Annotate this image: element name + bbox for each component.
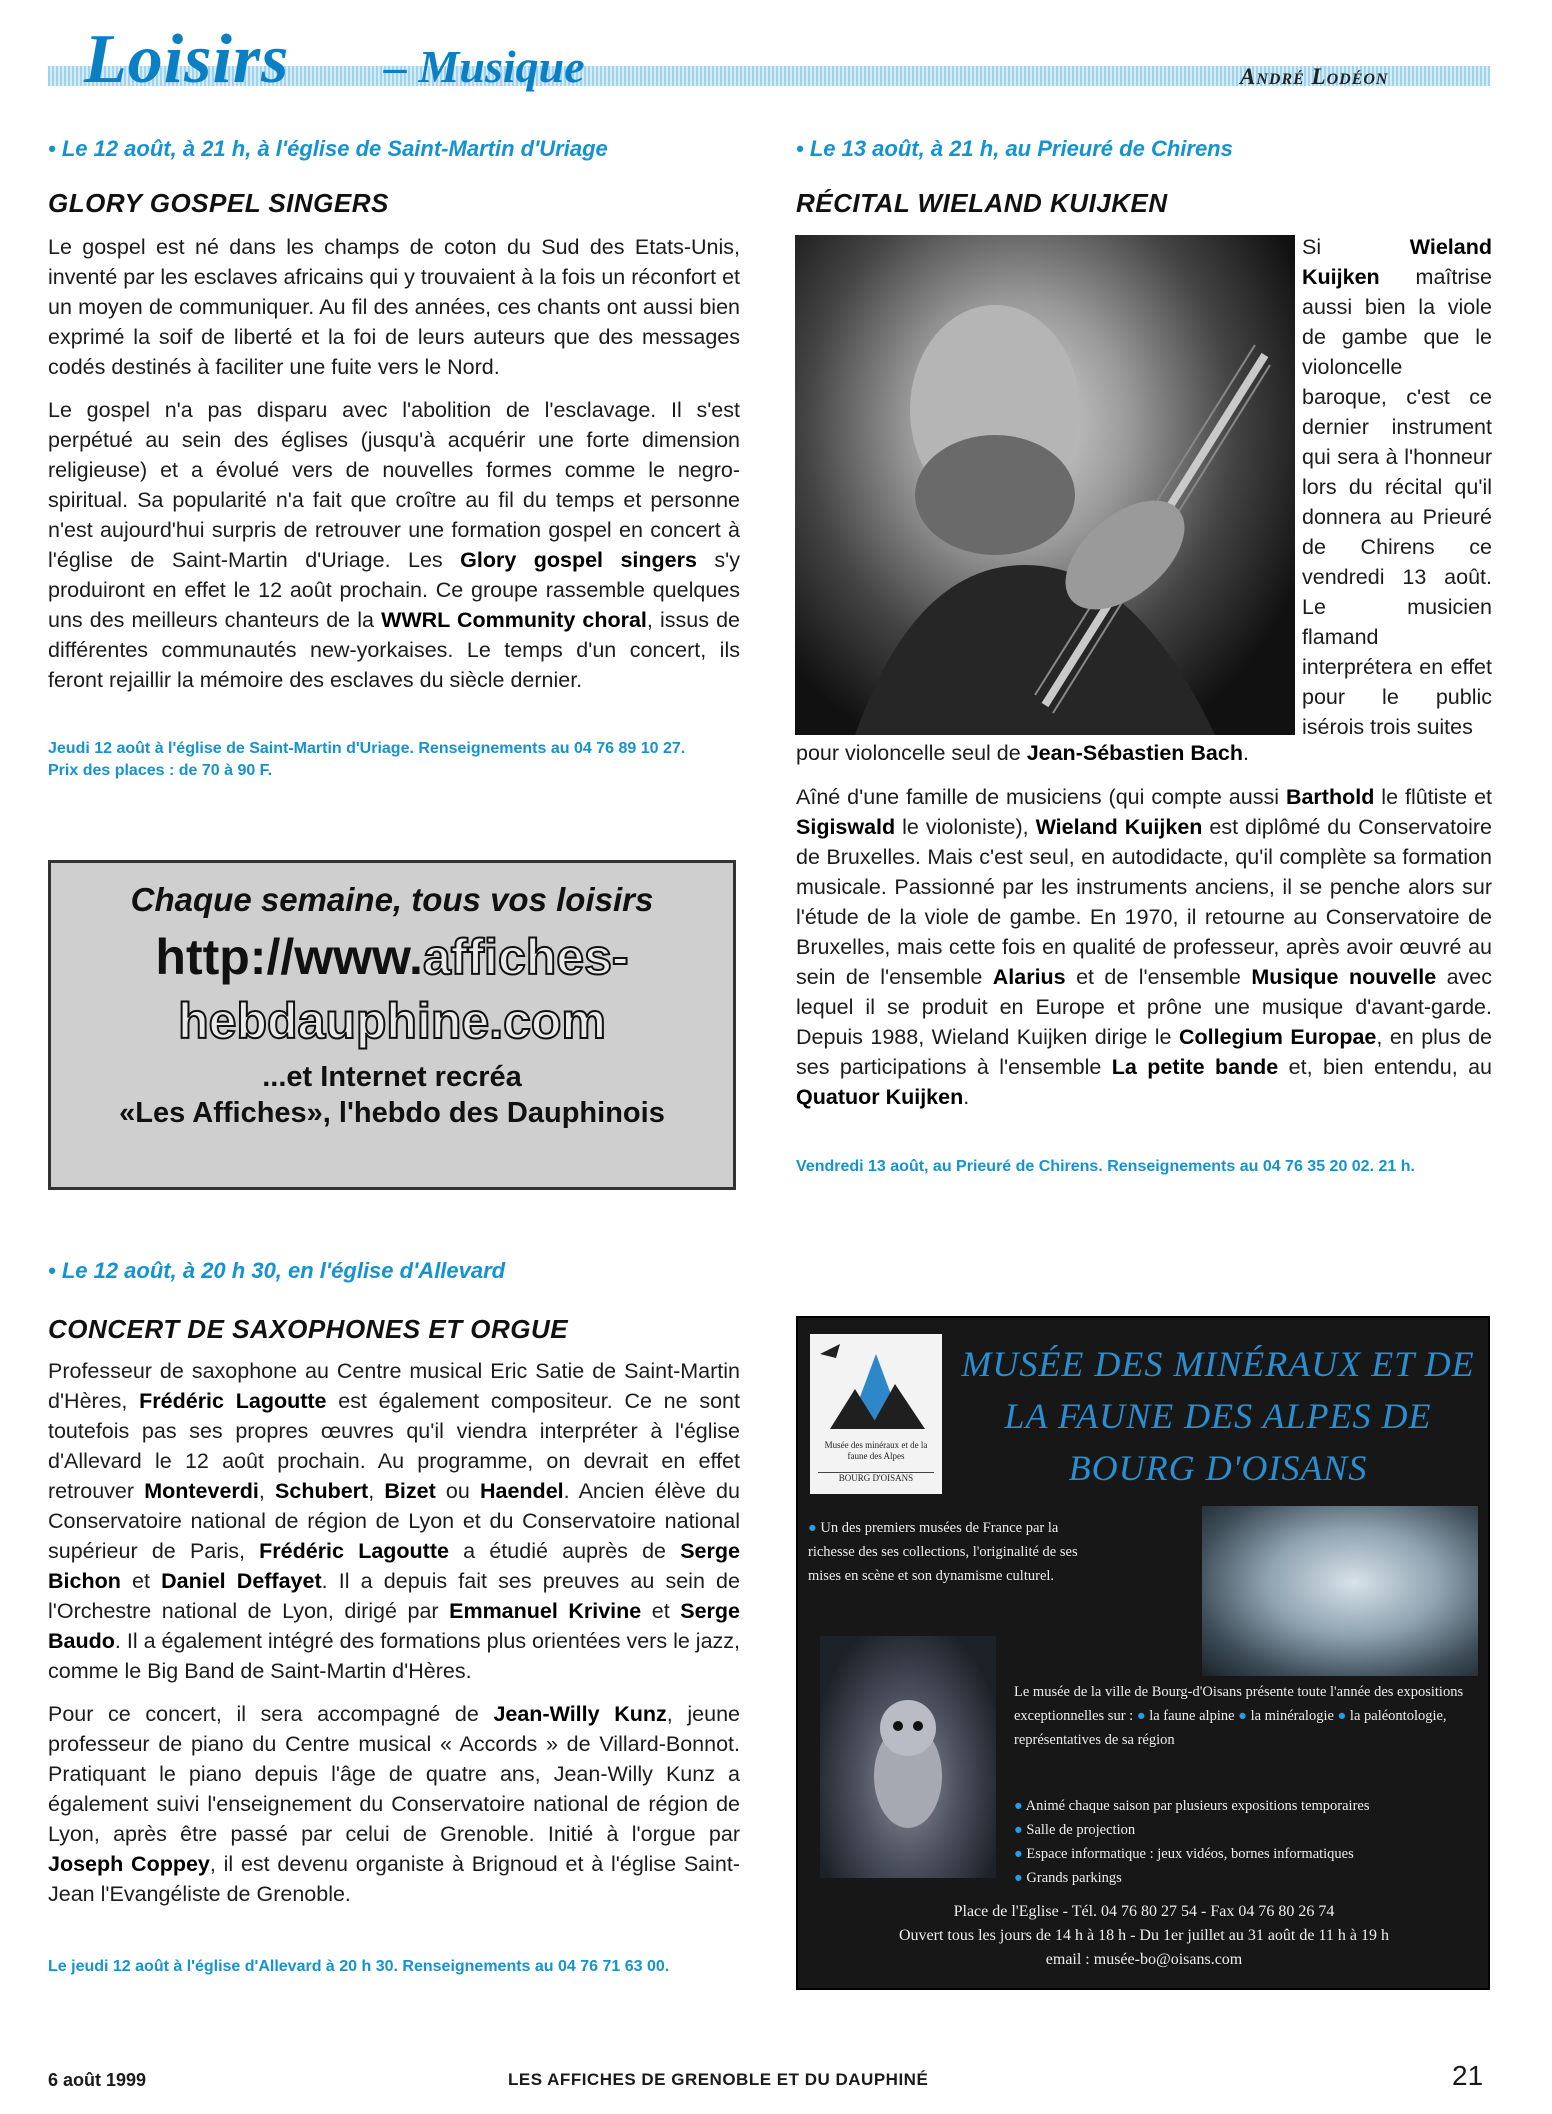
website-ad (48, 860, 736, 1190)
article2-body (796, 782, 1492, 1125)
museum-logo (810, 1334, 942, 1494)
article3-title: CONCERT DE SAXOPHONES ET ORGUE (48, 1314, 569, 1344)
publication-name: LES AFFICHES DE GRENOBLE ET DU DAUPHINÉ (508, 2070, 929, 2089)
section-subtitle: – Musique (384, 41, 585, 92)
author-name: André Lodéon (1240, 64, 1389, 89)
article1-info (48, 738, 748, 782)
museum-address: Place de l'Eglise - Tél. 04 76 80 27 54 - Fax 04 76 80 26 74 (953, 1903, 1335, 1920)
article1-info-line: Prix des places : de 70 à 90 F. (48, 762, 273, 779)
museum-ad (796, 1316, 1490, 1990)
museum-logo-place: BOURG D'OISANS (818, 1472, 934, 1483)
article1-title: GLORY GOSPEL SINGERS (48, 188, 389, 218)
museum-email[interactable]: email : musée-bo@oisans.com (1045, 1951, 1243, 1968)
museum-feature: ● Grands parkings (1014, 1870, 1122, 1886)
museum-intro: ● Un des premiers musées de France par la richesse des ses collections, l'originalité de ses mises en scène et son dynamisme culturel. (808, 1520, 1078, 1584)
mineral-photo (1202, 1506, 1478, 1676)
museum-topic: la faune alpine (1149, 1708, 1235, 1724)
museum-topic: la paléontologie, représentatives de sa région (1014, 1708, 1447, 1748)
museum-feature: ● Espace informatique : jeux vidéos, bornes informatiques (1014, 1846, 1354, 1862)
article2-dateline: • Le 13 août, à 21 h, au Prieuré de Chirens (796, 136, 1233, 161)
section-title: Loisirs (84, 21, 290, 98)
museum-feature: ● Salle de projection (1014, 1822, 1136, 1838)
museum-feature: ● Animé chaque saison par plusieurs expositions temporaires (1014, 1798, 1370, 1814)
museum-contact (808, 1900, 1480, 1972)
owl-photo (820, 1636, 996, 1878)
museum-logo-text: Musée des minéraux et de la faune des Alpes (824, 1440, 928, 1461)
museum-logo-graphic (810, 1334, 942, 1444)
article3-dateline: • Le 12 août, à 20 h 30, en l'église d'Allevard (48, 1258, 506, 1283)
ad-tagline: Chaque semaine, tous vos loisirs (130, 881, 654, 918)
museum-description: Le musée de la ville de Bourg-d'Oisans présente toute l'année des expositions exceptionnelles sur : ● la faune alpine ● la minéralogie ● la paléontologie, représentatives de sa région (1014, 1684, 1464, 1748)
article1-paragraph: Le gospel est né dans les champs de coton du Sud des Etats-Unis, inventé par les esclaves africains qui y trouvaient à la fois un réconfort et un moyen de communiquer. Au fil des années, ces chants ont aussi bien exprimé la soif de liberté et la foi de leurs auteurs que des messages codés destinés à faciliter une fuite vers le Nord. (48, 235, 740, 379)
article1-info-line: Jeudi 12 août à l'église de Saint-Martin d'Uriage. Renseignements au 04 76 89 10 27. (48, 740, 686, 757)
article2-sidebar-text: Si Wieland Kuijken maîtrise aussi bien la viole de gambe que le violoncelle baroque, c'est ce dernier instrument qui sera à l'honneur lors du récital qu'il donnera au Prieuré de Chirens ce vendredi 13 août. Le musicien flamand interprétera en effet pour le public isérois trois suites (1302, 235, 1492, 739)
article3-paragraph: Pour ce concert, il sera accompagné de Jean-Willy Kunz, jeune professeur de piano du Centre musical « Accords » de Villard-Bonnot. Pratiquant le piano depuis l'âge de quatre ans, Jean-Willy Kunz a également suivi l'enseignement du Conservatoire national de région de Lyon, après être passé par celui de Grenoble. Initié à l'orgue par Joseph Coppey, il est devenu organiste à Brignoud et à l'église Saint-Jean l'Evangéliste de Grenoble. (48, 1702, 740, 1906)
article2-paragraph: Aîné d'une famille de musiciens (qui compte aussi Barthold le flûtiste et Sigiswald le violoniste), Wieland Kuijken est diplômé du Conservatoire de Bruxelles. Mais c'est seul, en autodidacte, qu'il complète sa formation musicale. Passionné par les instruments anciens, il se penche alors sur l'étude de la viole de gambe. En 1970, il retourne au Conservatoire de Bruxelles, mais cette fois en qualité de professeur, après avoir œuvré au sein de l'ensemble Alarius et de l'ensemble Musique nouvelle avec lequel il se produit en Europe et prône une musique d'avant-garde. Depuis 1988, Wieland Kuijken dirige le Collegium Europae, en plus de ses participations à l'ensemble La petite bande et, bien entendu, au Quatuor Kuijken. (796, 785, 1493, 1109)
article1-dateline: • Le 12 août, à 21 h, à l'église de Saint-Martin d'Uriage (48, 136, 608, 161)
ad-slogan: ...et Internet recréa «Les Affiches», l'hebdo des Dauphinois (119, 1061, 665, 1129)
museum-features (1014, 1794, 1478, 1890)
article3-paragraph: Professeur de saxophone au Centre musical Eric Satie de Saint-Martin d'Hères, Frédéric Lagoutte est également compositeur. Ce ne sont toutefois pas ses propres œuvres qu'il viendra interpréter à l'église d'Allevard le 12 août prochain. Au programme, on devrait en effet retrouver Monteverdi, Schubert, Bizet ou Haendel. Ancien élève du Conservatoire national de région de Lyon et du Conservatoire national supérieur de Paris, Frédéric Lagoutte a étudié auprès de Serge Bichon et Daniel Deffayet. Il a depuis fait ses preuves au sein de l'Orchestre national de Lyon, dirigé par Emmanuel Krivine et Serge Baudo. Il a également intégré des formations plus orientées vers le jazz, comme le Big Band de Saint-Martin d'Hères. (48, 1359, 740, 1683)
page-number: 21 (1452, 2060, 1484, 2091)
ad-url[interactable]: http://www.affiches- hebdauphine.com (155, 929, 629, 1049)
museum-hours: Ouvert tous les jours de 14 h à 18 h - Du 1er juillet au 31 août de 11 h à 19 h (899, 1927, 1389, 1944)
article2-caption-line: pour violoncelle seul de Jean-Sébastien Bach. (796, 741, 1249, 765)
article1-paragraph: Le gospel n'a pas disparu avec l'abolition de l'esclavage. Il s'est perpétué au sein des églises (jusqu'à acquérir une forte dimension religieuse) et a évolué vers de nouvelles formes comme le negro-spiritual. Sa popularité n'a fait que croître au fil du temps et personne n'est aujourd'hui surpris de retrouver une formation gospel en concert à l'église de Saint-Martin d'Uriage. Les Glory gospel singers s'y produiront en effet le 12 août prochain. Ce groupe rassemble quelques uns des meilleurs chanteurs de la WWRL Community choral, issus de différentes communautés new-yorkaises. Le temps d'un concert, ils feront rejaillir la mémoire des esclaves du siècle dernier. (48, 398, 740, 692)
museum-topic: la minéralogie (1250, 1708, 1334, 1724)
musician-photo (795, 235, 1295, 735)
article1-body (48, 232, 740, 708)
article2-info: Vendredi 13 août, au Prieuré de Chirens. Renseignements au 04 76 35 20 02. 21 h. (796, 1158, 1415, 1175)
museum-title: MUSÉE DES MINÉRAUX ET DE LA FAUNE DES ALPES DE BOURG D'OISANS (961, 1344, 1475, 1488)
article2-title: RÉCITAL WIELAND KUIJKEN (796, 188, 1168, 218)
issue-date: 6 août 1999 (48, 2070, 147, 2090)
article3-info: Le jeudi 12 août à l'église d'Allevard à 20 h 30. Renseignements au 04 76 71 63 00. (48, 1958, 670, 1975)
article3-body (48, 1356, 740, 1922)
